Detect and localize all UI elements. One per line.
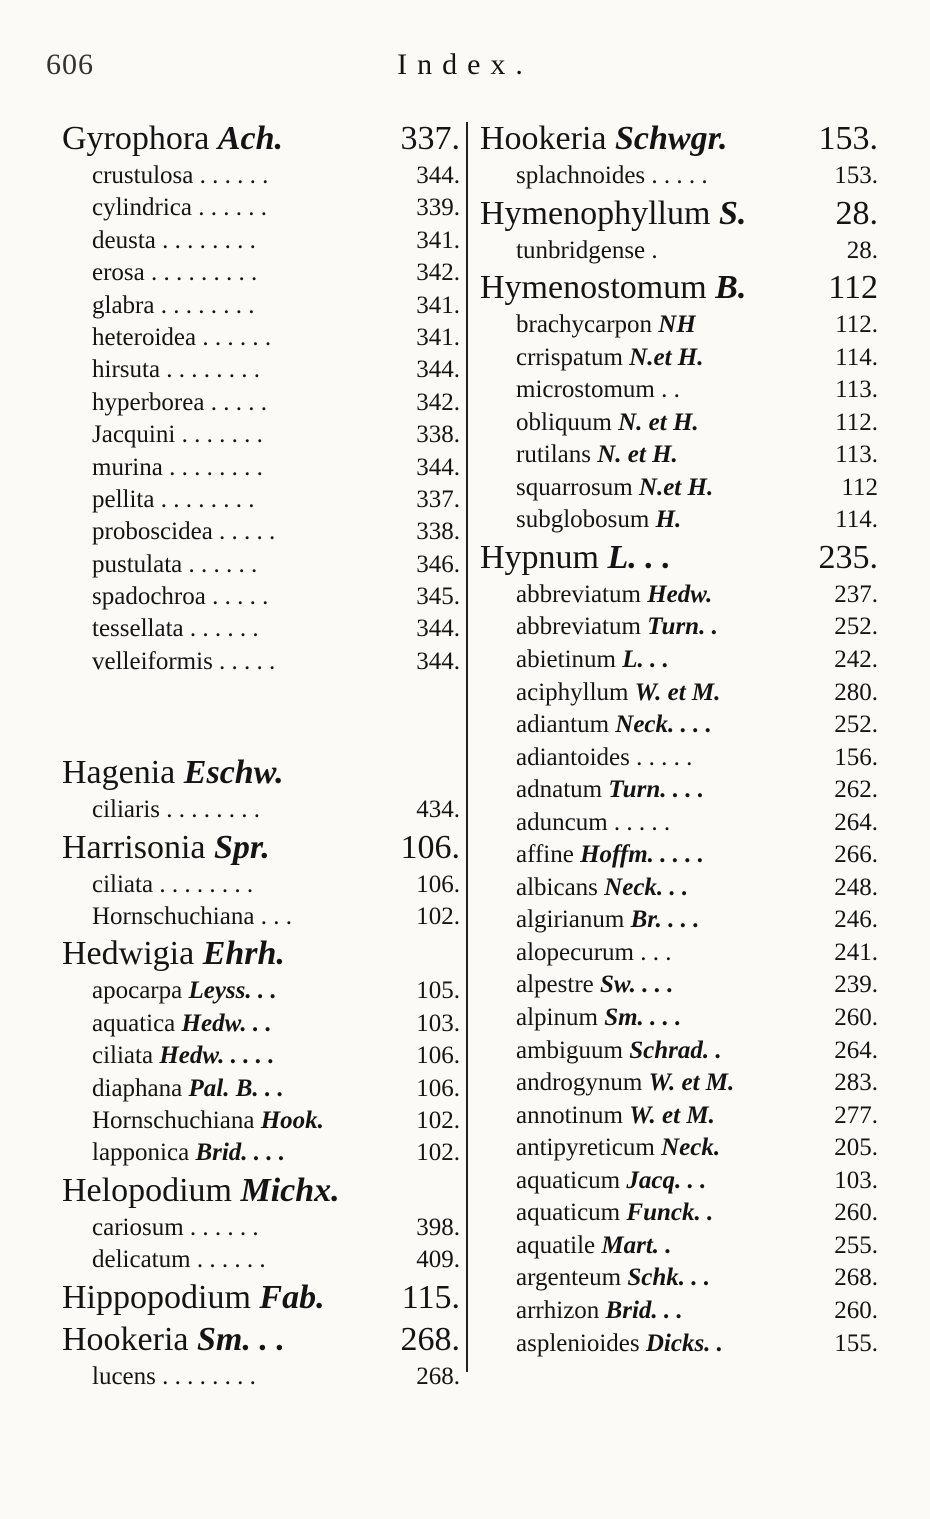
entry-page: 341. xyxy=(416,323,460,351)
entry-page: 342. xyxy=(416,388,460,416)
species-entry xyxy=(62,484,460,516)
entry-page: 248. xyxy=(834,873,878,901)
entry-page: 339. xyxy=(416,194,460,222)
species-entry xyxy=(62,1361,460,1393)
genus-entry xyxy=(62,1277,460,1319)
entry-page: 283. xyxy=(834,1069,878,1097)
species-entry xyxy=(480,1262,878,1295)
entry-page: 156. xyxy=(834,743,878,771)
entry-page: 105. xyxy=(416,977,460,1005)
species-entry xyxy=(480,677,878,710)
entry-page: 114. xyxy=(835,506,878,534)
species-entry xyxy=(480,1230,878,1263)
entry-page: 102. xyxy=(416,903,460,931)
entry-page: 344. xyxy=(416,453,460,481)
entry-page: 113. xyxy=(835,376,878,404)
entry-author: Pal. B. . . xyxy=(188,1074,284,1102)
entry-page: 262. xyxy=(834,776,878,804)
entry-name: Gyrophora xyxy=(62,120,210,157)
species-entry xyxy=(62,257,460,289)
entry-name: abietinum xyxy=(516,646,616,674)
entry-name: aquatica xyxy=(92,1009,176,1037)
species-entry xyxy=(62,1244,460,1276)
species-entry xyxy=(480,472,878,505)
entry-name: ambiguum xyxy=(516,1036,623,1064)
entry-name: argenteum xyxy=(516,1264,622,1292)
entry-page: 102. xyxy=(416,1139,460,1167)
entry-author: Jacq. . . xyxy=(626,1166,707,1194)
entry-author: L. . . xyxy=(622,646,669,674)
species-entry xyxy=(480,504,878,537)
species-entry xyxy=(480,644,878,677)
entry-author: Neck. . . . xyxy=(615,711,712,739)
entry-page: 260. xyxy=(834,1296,878,1324)
entry-name: brachycarpon xyxy=(516,311,653,339)
entry-author: Sm. . . xyxy=(197,1320,285,1358)
entry-name: aciphyllum xyxy=(516,678,629,706)
entry-page: 338. xyxy=(416,518,460,546)
entry-name: murina . . . . . . . . xyxy=(92,453,263,481)
genus-entry xyxy=(62,1170,460,1212)
entry-author: B. xyxy=(715,269,747,307)
entry-name: pellita . . . . . . . . xyxy=(92,485,255,513)
species-entry xyxy=(480,839,878,872)
entry-name: cariosum . . . . . . xyxy=(92,1213,259,1241)
entry-name: asplenioides xyxy=(516,1329,640,1357)
species-entry xyxy=(480,309,878,342)
entry-author: Neck. . . xyxy=(604,873,689,901)
entry-page: 246. xyxy=(834,906,878,934)
entry-page: 153. xyxy=(818,120,878,157)
entry-name: deusta . . . . . . . . xyxy=(92,226,256,254)
page-number: 606 xyxy=(46,48,94,81)
genus-entry xyxy=(480,193,878,235)
entry-name: arrhizon xyxy=(516,1296,600,1324)
entry-name: ciliaris . . . . . . . . xyxy=(92,796,261,824)
entry-name: abbreviatum xyxy=(516,613,641,641)
entry-name: subglobosum xyxy=(516,506,650,534)
entry-page: 112 xyxy=(828,269,878,307)
species-entry xyxy=(62,419,460,451)
genus-entry xyxy=(62,752,460,794)
entry-page: 235. xyxy=(818,538,878,576)
species-entry xyxy=(480,1328,878,1361)
entry-page: 205. xyxy=(834,1134,878,1162)
entry-page: 103. xyxy=(416,1009,460,1037)
entry-name: Hornschuchiana xyxy=(92,1106,255,1134)
entry-name: heteroidea . . . . . . xyxy=(92,323,272,351)
species-entry xyxy=(480,439,878,472)
entry-page: 115. xyxy=(401,1278,460,1316)
species-entry xyxy=(62,901,460,933)
entry-author: Sw. . . . xyxy=(599,971,674,999)
entry-name: Jacquini . . . . . . . xyxy=(92,421,263,449)
entry-name: Hookeria xyxy=(62,1320,189,1358)
entry-name: antipyreticum xyxy=(516,1134,655,1162)
entry-page: 112. xyxy=(835,311,878,339)
species-entry xyxy=(480,742,878,775)
species-entry xyxy=(480,1035,878,1068)
entry-page: 346. xyxy=(416,550,460,578)
genus-entry xyxy=(480,537,878,579)
entry-page: 264. xyxy=(834,808,878,836)
entry-author: Ach. xyxy=(217,120,283,157)
entry-page: 106. xyxy=(400,828,460,866)
entry-name: ciliata . . . . . . . . xyxy=(92,870,254,898)
entry-author: Eschw. xyxy=(183,754,284,792)
entry-name: rutilans xyxy=(516,441,591,469)
species-entry xyxy=(62,290,460,322)
entry-page: 264. xyxy=(834,1036,878,1064)
species-entry xyxy=(480,1197,878,1230)
species-entry xyxy=(62,225,460,257)
species-entry xyxy=(480,937,878,970)
entry-author: Fab. xyxy=(259,1278,325,1316)
entry-name: delicatum . . . . . . xyxy=(92,1246,266,1274)
species-entry xyxy=(62,1008,460,1040)
entry-name: androgynum xyxy=(516,1069,643,1097)
entry-name: hyperborea . . . . . xyxy=(92,388,267,416)
entry-name: aquatile xyxy=(516,1231,596,1259)
species-entry xyxy=(62,516,460,548)
entry-name: Hymenostomum xyxy=(480,269,707,307)
species-entry xyxy=(480,579,878,612)
entry-name: Hornschuchiana . . . xyxy=(92,903,292,931)
entry-page: 337. xyxy=(416,485,460,513)
entry-page: 237. xyxy=(834,580,878,608)
entry-name: hirsuta . . . . . . . . xyxy=(92,356,261,384)
entry-page: 106. xyxy=(416,1042,460,1070)
species-entry xyxy=(62,869,460,901)
entry-name: abbreviatum xyxy=(516,580,641,608)
species-entry xyxy=(480,160,878,193)
species-entry xyxy=(62,794,460,826)
entry-author: NH xyxy=(658,311,696,339)
entry-author: Hook. xyxy=(260,1106,324,1134)
species-entry xyxy=(62,1212,460,1244)
species-entry xyxy=(62,1105,460,1137)
species-entry xyxy=(62,646,460,678)
entry-page: 106. xyxy=(416,1074,460,1102)
species-entry xyxy=(480,1002,878,1035)
entry-name: glabra . . . . . . . . xyxy=(92,291,255,319)
species-entry xyxy=(480,342,878,375)
entry-page: 252. xyxy=(834,613,878,641)
entry-author: Br. . . . xyxy=(630,906,700,934)
entry-page: 337. xyxy=(400,120,460,157)
species-entry xyxy=(62,452,460,484)
entry-page: 153. xyxy=(834,162,878,189)
entry-page: 342. xyxy=(416,259,460,287)
species-entry xyxy=(480,1295,878,1328)
entry-author: N. et H. xyxy=(618,408,699,436)
entry-author: W. et M. xyxy=(648,1069,735,1097)
species-entry xyxy=(480,407,878,440)
entry-page: 266. xyxy=(834,841,878,869)
species-entry xyxy=(62,549,460,581)
genus-entry xyxy=(480,118,878,160)
entry-name: erosa . . . . . . . . . xyxy=(92,259,258,287)
species-entry xyxy=(480,709,878,742)
entry-page: 344. xyxy=(416,615,460,643)
entry-page: 28. xyxy=(846,236,878,264)
entry-name: cylindrica . . . . . . xyxy=(92,194,267,222)
species-entry xyxy=(480,1132,878,1165)
entry-page: 114. xyxy=(835,343,878,371)
entry-author: W. et M. xyxy=(629,1101,715,1129)
species-entry xyxy=(480,374,878,407)
entry-author: Hedw. xyxy=(647,580,713,608)
entry-page: 268. xyxy=(834,1264,878,1292)
entry-page: 112 xyxy=(841,473,878,501)
entry-author: Hoffm. . . . . xyxy=(580,841,704,869)
entry-page: 280. xyxy=(834,678,878,706)
entry-name: alpestre xyxy=(516,971,594,999)
entry-author: H. xyxy=(655,506,682,534)
species-entry xyxy=(62,1073,460,1105)
entry-page: 344. xyxy=(416,647,460,675)
entry-name: Harrisonia xyxy=(62,828,206,866)
entry-author: Brid. . . . xyxy=(195,1139,286,1167)
genus-entry xyxy=(62,1319,460,1361)
entry-page: 341. xyxy=(416,291,460,319)
entry-page: 268. xyxy=(416,1362,460,1390)
entry-page: 28. xyxy=(835,194,878,232)
species-entry xyxy=(480,1100,878,1133)
entry-name: splachnoides . . . . . xyxy=(516,162,708,189)
entry-page: 398. xyxy=(416,1213,460,1241)
entry-name: Hippopodium xyxy=(62,1278,251,1316)
entry-name: albicans xyxy=(516,873,598,901)
entry-name: crrispatum xyxy=(516,343,623,371)
entry-author: Hedw. . . xyxy=(181,1009,272,1037)
entry-author: Turn. . . . xyxy=(608,776,704,804)
entry-page: 344. xyxy=(416,162,460,189)
entry-page: 344. xyxy=(416,356,460,384)
entry-name: tunbridgense . xyxy=(516,236,658,264)
entry-name: adiantum xyxy=(516,711,610,739)
entry-author: Funck. . xyxy=(626,1199,714,1227)
genus-entry xyxy=(62,118,460,160)
entry-name: algirianum xyxy=(516,906,625,934)
species-entry xyxy=(62,354,460,386)
entry-name: obliquum xyxy=(516,408,612,436)
entry-name: Helopodium xyxy=(62,1171,232,1209)
entry-page: 255. xyxy=(834,1231,878,1259)
entry-name: annotinum xyxy=(516,1101,623,1129)
entry-name: crustulosa . . . . . . xyxy=(92,162,269,189)
entry-name: diaphana xyxy=(92,1074,183,1102)
entry-author: Turn. . xyxy=(647,613,718,641)
entry-page: 345. xyxy=(416,583,460,611)
entry-name: lapponica xyxy=(92,1139,190,1167)
entry-author: Neck. xyxy=(661,1134,721,1162)
entry-author: Schrad. . xyxy=(629,1036,722,1064)
entry-page: 260. xyxy=(834,1199,878,1227)
entry-page: 252. xyxy=(834,711,878,739)
entry-author: W. et M. xyxy=(634,678,721,706)
species-entry xyxy=(480,904,878,937)
entry-author: N.et H. xyxy=(629,343,704,371)
species-entry xyxy=(480,1165,878,1198)
entry-name: Hypnum xyxy=(480,538,599,576)
species-entry xyxy=(62,581,460,613)
entry-author: L. . . xyxy=(607,538,671,576)
entry-author: Schk. . . xyxy=(627,1264,710,1292)
entry-author: Leyss. . . xyxy=(188,977,277,1005)
entry-name: Hymenophyllum xyxy=(480,194,711,232)
entry-page: 341. xyxy=(416,226,460,254)
species-entry xyxy=(62,1137,460,1169)
entry-name: pustulata . . . . . . xyxy=(92,550,258,578)
entry-page: 239. xyxy=(834,971,878,999)
entry-page: 242. xyxy=(834,646,878,674)
entry-page: 409. xyxy=(416,1246,460,1274)
running-title: Index. xyxy=(397,48,533,81)
species-entry xyxy=(480,969,878,1002)
entry-author: Sm. . . . xyxy=(604,1004,682,1032)
entry-name: squarrosum xyxy=(516,473,633,501)
entry-page: 268. xyxy=(400,1320,460,1358)
species-entry xyxy=(480,774,878,807)
left-index-column xyxy=(62,118,460,1393)
entry-author: Dicks. . xyxy=(645,1329,723,1357)
species-entry xyxy=(62,613,460,645)
species-entry xyxy=(62,322,460,354)
page-header xyxy=(0,48,930,88)
entry-page: 241. xyxy=(834,938,878,966)
entry-name: spadochroa . . . . . xyxy=(92,583,269,611)
genus-entry xyxy=(480,267,878,309)
entry-name: velleiformis . . . . . xyxy=(92,647,276,675)
entry-name: microstomum . . xyxy=(516,376,680,404)
species-entry xyxy=(480,872,878,905)
entry-name: tessellata . . . . . . xyxy=(92,615,259,643)
entry-author: Brid. . . xyxy=(605,1296,683,1324)
entry-author: Spr. xyxy=(214,828,270,866)
right-index-column xyxy=(480,118,878,1360)
column-divider xyxy=(466,122,468,1372)
genus-entry xyxy=(62,933,460,975)
entry-page: 260. xyxy=(834,1004,878,1032)
species-entry xyxy=(480,235,878,268)
entry-author: Ehrh. xyxy=(202,935,285,973)
entry-page: 106. xyxy=(416,870,460,898)
species-entry xyxy=(480,1067,878,1100)
species-entry xyxy=(62,387,460,419)
entry-name: aquaticum xyxy=(516,1166,621,1194)
entry-author: Hedw. . . . . xyxy=(159,1042,275,1070)
entry-page: 434. xyxy=(416,796,460,824)
entry-name: Hedwigia xyxy=(62,935,195,973)
species-entry xyxy=(62,160,460,192)
entry-name: aduncum . . . . . xyxy=(516,808,671,836)
entry-name: ciliata xyxy=(92,1042,154,1070)
entry-page: 338. xyxy=(416,421,460,449)
entry-author: Schwgr. xyxy=(615,120,728,157)
genus-entry xyxy=(62,827,460,869)
entry-name: adnatum xyxy=(516,776,603,804)
species-entry xyxy=(62,975,460,1007)
entry-page: 113. xyxy=(835,441,878,469)
entry-name: adiantoides . . . . . xyxy=(516,743,693,771)
entry-author: N.et H. xyxy=(638,473,714,501)
entry-page: 102. xyxy=(416,1106,460,1134)
entry-name: Hookeria xyxy=(480,120,607,157)
species-entry xyxy=(62,1040,460,1072)
entry-page: 112. xyxy=(835,408,878,436)
entry-name: alopecurum . . . xyxy=(516,938,672,966)
species-entry xyxy=(480,807,878,840)
entry-page: 155. xyxy=(834,1329,878,1357)
entry-author: Michx. xyxy=(240,1171,340,1209)
entry-name: lucens . . . . . . . . xyxy=(92,1362,256,1390)
entry-name: alpinum xyxy=(516,1004,598,1032)
entry-name: apocarpa xyxy=(92,977,183,1005)
entry-name: Hagenia xyxy=(62,754,176,792)
entry-name: proboscidea . . . . . xyxy=(92,518,276,546)
section-gap xyxy=(62,678,460,752)
entry-author: S. xyxy=(718,194,747,232)
species-entry xyxy=(62,192,460,224)
entry-page: 103. xyxy=(834,1166,878,1194)
entry-author: N. et H. xyxy=(597,441,678,469)
entry-author: Mart. . xyxy=(601,1231,672,1259)
species-entry xyxy=(480,611,878,644)
entry-name: aquaticum xyxy=(516,1199,621,1227)
entry-page: 277. xyxy=(834,1101,878,1129)
entry-name: affine xyxy=(516,841,574,869)
